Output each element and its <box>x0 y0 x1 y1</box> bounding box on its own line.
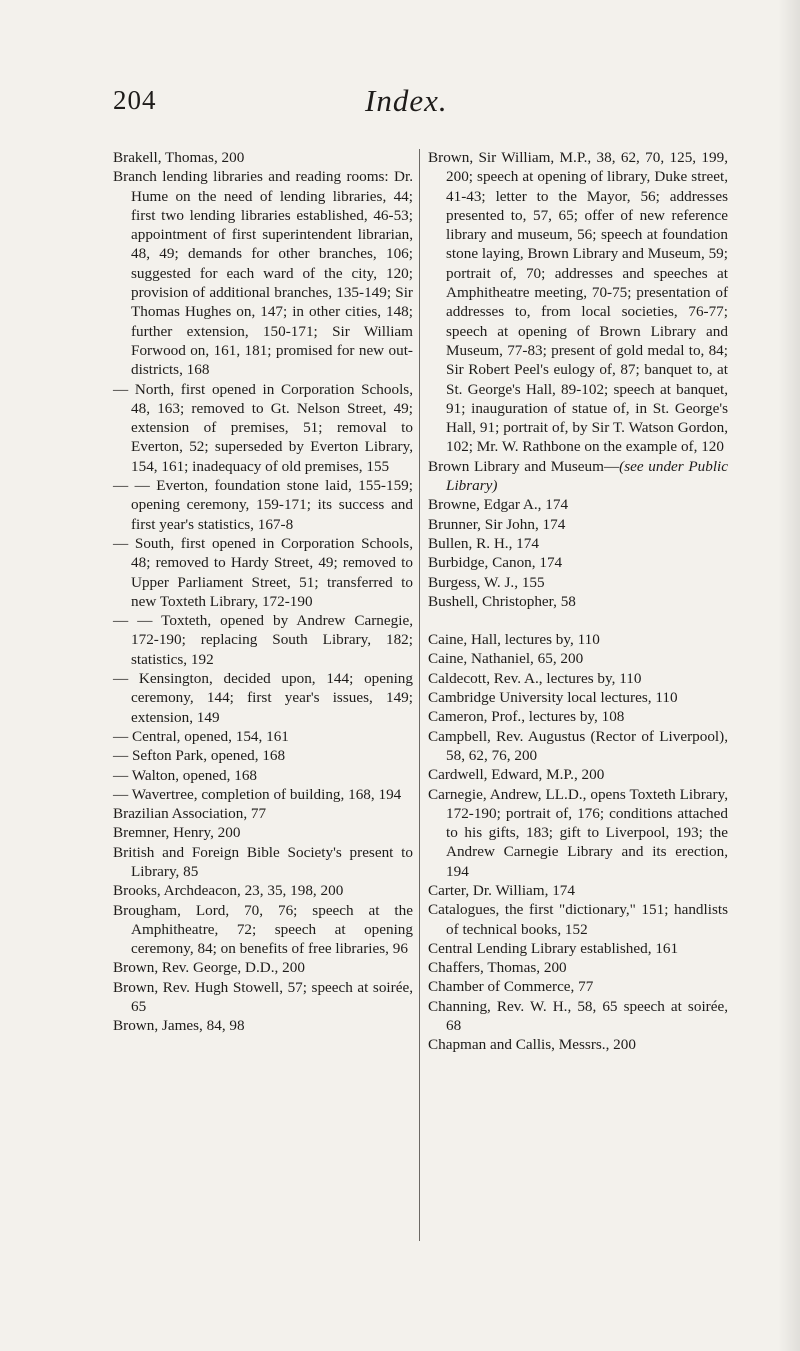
index-entry: Chaffers, Thomas, 200 <box>428 959 567 977</box>
index-entry: Campbell, Rev. Augustus (Rector of Liverpool), 58, 62, 76, 200 <box>428 727 728 764</box>
index-entry: Brown, Rev. Hugh Stowell, 57; speech at soirée, 65 <box>113 978 413 1016</box>
index-entry: Brunner, Sir John, 174 <box>428 515 566 533</box>
cross-reference: (see under Public Library) <box>446 457 729 495</box>
index-entry: Caine, Nathaniel, 65, 200 <box>428 650 584 668</box>
index-entry: Brown, Rev. George, D.D., 200 <box>113 959 305 977</box>
index-entry: Cambridge University local lectures, 110 <box>428 689 678 707</box>
index-entry: Central Lending Library established, 161 <box>428 939 679 957</box>
index-entry: — Walton, opened, 168 <box>113 766 258 784</box>
page-title: Index. <box>365 83 448 118</box>
index-entry <box>428 457 728 496</box>
index-entry: Brazilian Association, 77 <box>113 805 267 823</box>
index-entry: Bullen, R. H., 174 <box>428 534 539 552</box>
entry-heading: Brown Library and Museum— <box>428 457 620 475</box>
index-entry: Bremner, Henry, 200 <box>113 824 241 842</box>
index-entry: — — Everton, foundation stone laid, 155-159; opening ceremony, 159-171; its success and first year's statistics, 167-8 <box>113 477 413 533</box>
index-entry: Brakell, Thomas, 200 <box>113 149 245 166</box>
index-entry: Brown, James, 84, 98 <box>113 1017 245 1035</box>
index-entry: — South, first opened in Corporation Schools, 48; removed to Hardy Street, 49; removed to Upper Parliament Street, 51; transferred to new Toxteth Library, 172-190 <box>113 534 413 610</box>
index-entry: — — Toxteth, opened by Andrew Carnegie, 172-190; replacing South Library, 182; statistics, 192 <box>113 612 413 668</box>
index-entry: Caldecott, Rev. A., lectures by, 110 <box>428 669 642 687</box>
index-entry: Chamber of Commerce, 77 <box>428 978 594 996</box>
page-edge-shadow <box>778 0 800 1351</box>
index-entry: Cameron, Prof., lectures by, 108 <box>428 708 625 726</box>
index-entry: Branch lending libraries and reading rooms: Dr. Hume on the need of lending libraries, 44; first two lending libraries established, 46-53; appointment of first superintendent librarian, 48, 49; demands for other branches, 106; suggested for each ward of the city, 120; provision of additional branches, 135-149; Sir Thomas Hughes on, 147; in other cities, 148; further extension, 150-171; Sir William Forwood on, 161, 181; promised for new out-districts, 168 <box>113 168 413 379</box>
page-number: 204 <box>113 85 157 115</box>
index-entry: Carter, Dr. William, 174 <box>428 881 575 899</box>
index-entry: Burgess, W. J., 155 <box>428 573 545 591</box>
index-entry: — North, first opened in Corporation Schools, 48, 163; removed to Gt. Nelson Street, 49; extension of premises, 51; removal to Everton, 52; superseded by Everton Library, 154, 161; inadequacy of old premises, 155 <box>113 380 413 475</box>
index-entry: British and Foreign Bible Society's present to Library, 85 <box>113 843 413 880</box>
index-entry: Cardwell, Edward, M.P., 200 <box>428 766 605 784</box>
index-column-left <box>113 148 413 1036</box>
index-entry: Bushell, Christopher, 58 <box>428 592 576 610</box>
index-entry: Carnegie, Andrew, LL.D., opens Toxteth Library, 172-190; portrait of, 176; conditions attached to his gifts, 183; gift to Liverpool, 193; the Andrew Carnegie Library and its erection, 194 <box>428 785 728 880</box>
index-entry: — Central, opened, 154, 161 <box>113 727 289 745</box>
index-entry: Browne, Edgar A., 174 <box>428 496 569 514</box>
index-entry: Brooks, Archdeacon, 23, 35, 198, 200 <box>113 882 344 900</box>
index-entry: — Kensington, decided upon, 144; opening ceremony, 144; first year's issues, 149; extension, 149 <box>113 670 413 726</box>
index-entry: — Wavertree, completion of building, 168, 194 <box>113 785 402 803</box>
index-entry: Caine, Hall, lectures by, 110 <box>428 631 600 649</box>
index-column-right <box>428 148 728 1055</box>
index-entry: Burbidge, Canon, 174 <box>428 554 563 572</box>
index-entry: Catalogues, the first "dictionary," 151; handlists of technical books, 152 <box>428 901 728 938</box>
index-entry: Brougham, Lord, 70, 76; speech at the Amphitheatre, 72; speech at opening ceremony, 84; on benefits of free libraries, 96 <box>113 901 413 958</box>
letter-section-gap <box>428 611 728 630</box>
index-entry: Brown, Sir William, M.P., 38, 62, 70, 125, 199, 200; speech at opening of library, Duke street, 41-43; letter to the Mayor, 56; addresses presented to, 57, 65; offer of new reference library and museum, 56; speech at foundation stone laying, Brown Library and Museum, 59; portrait of, 70; addresses and speeches at Amphitheatre meeting, 70-75; presentation of addresses to, from local societies, 76-77; speech at opening of Brown Library and Museum, 77-83; present of gold medal to, 84; Sir Robert Peel's eulogy of, 87; banquet to, at St. George's Hall, 89-102; speech at banquet, 91; inauguration of statue of, in St. George's Hall, 91; portrait of, by Sir T. Watson Gordon, 102; Mr. W. Rathbone on the example of, 120 <box>428 149 728 456</box>
index-entry: — Sefton Park, opened, 168 <box>113 747 286 765</box>
index-entry: Channing, Rev. W. H., 58, 65 speech at soirée, 68 <box>428 997 728 1035</box>
column-divider <box>419 149 420 1241</box>
index-entry: Chapman and Callis, Messrs., 200 <box>428 1036 636 1054</box>
